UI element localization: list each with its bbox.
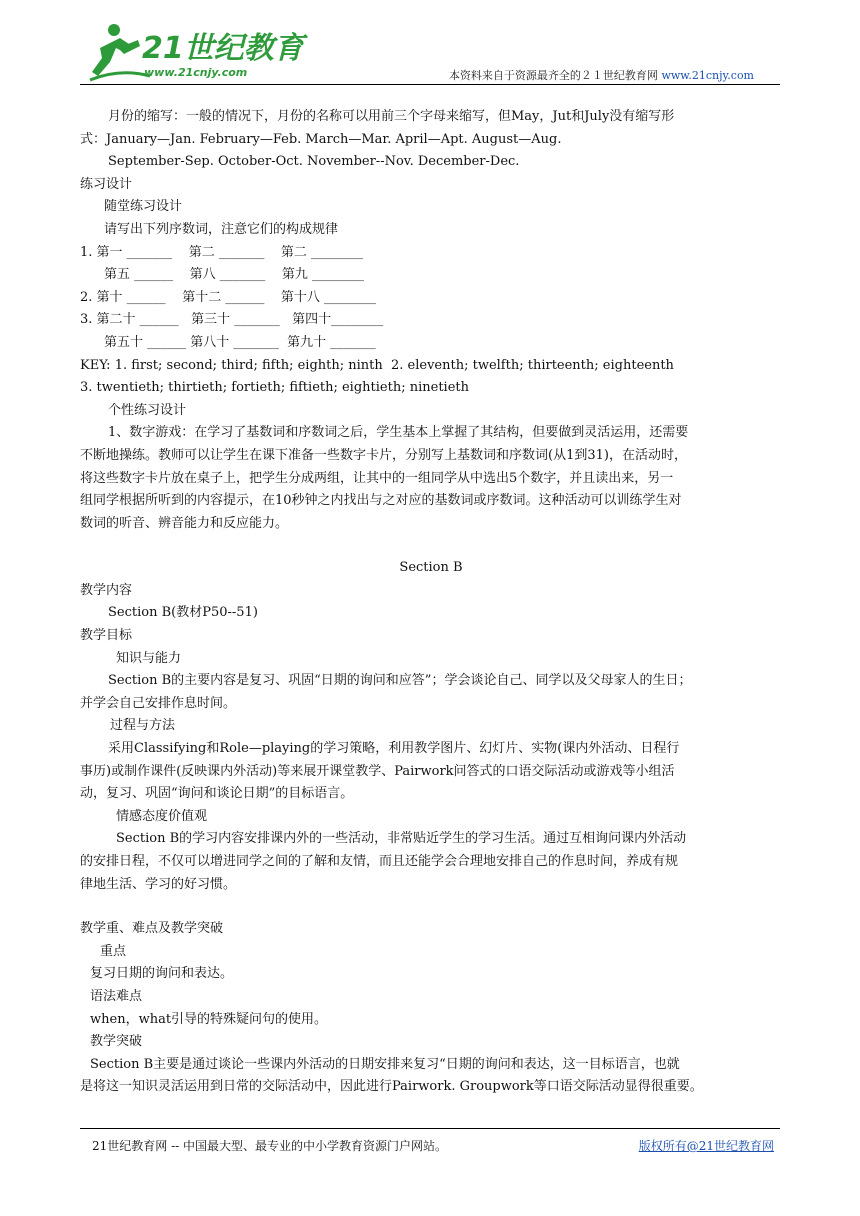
paragraph-line: Section B主要是通过谈论一些课内外活动的日期安排来复习“日期的询问和表达，这一目标语言，也就 [90, 1056, 680, 1072]
site-logo [80, 18, 310, 88]
sub-heading: 知识与能力 [116, 650, 182, 666]
footer-divider [80, 1128, 780, 1129]
paragraph-line: 组同学根据所听到的内容提示，在10秒钟之内找出与之对应的基数词或序数词。这种活动可以训练学生对 [80, 493, 682, 509]
exercise-line: 第五 ______ 第八 _______ 第九 ________ [104, 267, 364, 283]
paragraph-line: 复习日期的询问和表达。 [90, 966, 234, 982]
header-note [449, 67, 754, 83]
header-site-link[interactable]: www.21cnjy.com [661, 69, 754, 82]
header-note-prefix: 本资料来自于资源最齐全的２１世纪教育网 [448, 69, 658, 82]
paragraph-line: 事历)或制作课件(反映课内外活动)等来展开课堂教学、Pairwork问答式的口语交际活动或游戏等小组活 [80, 763, 675, 779]
footer-tagline: 21世纪教育网 -- 中国最大型、最专业的中小学教育资源门户网站。 [92, 1139, 448, 1153]
paragraph-line: 式：January—Jan. February—Feb. March—Mar. April—Apt. August—Aug. [80, 131, 562, 147]
paragraph-line: 不断地操练。教师可以让学生在课下准备一些数字卡片，分别写上基数词和序数词(从1到31)，在活动时， [80, 447, 687, 463]
header-divider [80, 84, 780, 85]
section-heading: 教学目标 [80, 628, 133, 644]
section-heading: 教学重、难点及教学突破 [80, 921, 224, 937]
sub-heading: 个性练习设计 [108, 402, 187, 418]
paragraph-line: Section B的主要内容是复习、巩固“日期的询问和应答”；学会谈论自己、同学以及父母家人的生日； [108, 673, 692, 689]
paragraph-line: September-Sep. October-Oct. November--Nov. December-Dec. [108, 154, 520, 170]
section-heading: 教学内容 [80, 582, 133, 598]
paragraph-line: 是将这一知识灵活运用到日常的交际活动中，因此进行Pairwork. Groupwork等口语交际活动显得很重要。 [80, 1079, 703, 1095]
exercise-line: 1. 第一 _______ 第二 _______ 第二 ________ [80, 244, 363, 260]
sub-heading: 情感态度价值观 [116, 808, 208, 824]
sub-heading: 过程与方法 [110, 718, 176, 734]
footer-copyright-link[interactable]: 版权所有@21世纪教育网 [638, 1139, 774, 1153]
paragraph-line: 将这些数字卡片放在桌子上，把学生分成两组，让其中的一组同学从中选出5个数字，并且读出来，另一 [80, 470, 674, 486]
sub-heading: 重点 [100, 943, 127, 959]
paragraph-line: 动，复习、巩固“询问和谈论日期”的目标语言。 [80, 786, 354, 802]
section-title: Section B [399, 560, 463, 576]
answer-key-line: 3. twentieth; thirtieth; fortieth; fiftieth; eightieth; ninetieth [80, 380, 469, 396]
sub-heading: 语法难点 [90, 988, 143, 1004]
paragraph-line: 1、数字游戏：在学习了基数词和序数词之后，学生基本上掌握了其结构，但要做到灵活运用，还需要 [108, 425, 689, 441]
paragraph-line: 并学会自己安排作息时间。 [80, 695, 237, 711]
section-heading: 练习设计 [80, 176, 133, 192]
paragraph-line: 的安排日程，不仅可以增进同学之间的了解和友情，而且还能学会合理地安排自己的作息时间，养成有规 [80, 854, 679, 869]
paragraph-line: Section B(教材P50--51) [108, 605, 258, 621]
paragraph-line: 律地生活、学习的好习惯。 [80, 876, 237, 892]
answer-key-line: KEY: 1. first; second; third; fifth; eighth; ninth 2. eleventh; twelfth; thirteenth; eighteenth [80, 357, 674, 373]
paragraph-line: 月份的缩写：一般的情况下，月份的名称可以用前三个字母来缩写，但May，Jut和July没有缩写形 [108, 109, 675, 124]
logo-url: www.21cnjy.com [144, 66, 248, 79]
logo-title: 21世纪教育 [142, 31, 304, 66]
document-body [80, 106, 782, 1099]
paragraph-line: when，what引导的特殊疑问句的使用。 [90, 1011, 328, 1027]
paragraph-line: 数词的听音、辨音能力和反应能力。 [80, 515, 289, 531]
paragraph-line: 请写出下列序数词，注意它们的构成规律 [104, 221, 339, 237]
paragraph-line: 采用Classifying和Role—playing的学习策略，利用教学图片、幻灯片、实物(课内外活动、日程行 [108, 741, 680, 757]
paragraph-line: Section B的学习内容安排课内外的一些活动，非常贴近学生的学习生活。通过互相询问课内外活动 [116, 831, 687, 847]
exercise-line: 3. 第二十 ______ 第三十 _______ 第四十________ [80, 312, 384, 328]
exercise-line: 2. 第十 ______ 第十二 ______ 第十八 ________ [80, 289, 376, 305]
sub-heading: 随堂练习设计 [104, 199, 183, 215]
sub-heading: 教学突破 [90, 1034, 143, 1050]
exercise-line: 第五十 ______ 第八十 _______ 第九十 _______ [104, 334, 376, 350]
